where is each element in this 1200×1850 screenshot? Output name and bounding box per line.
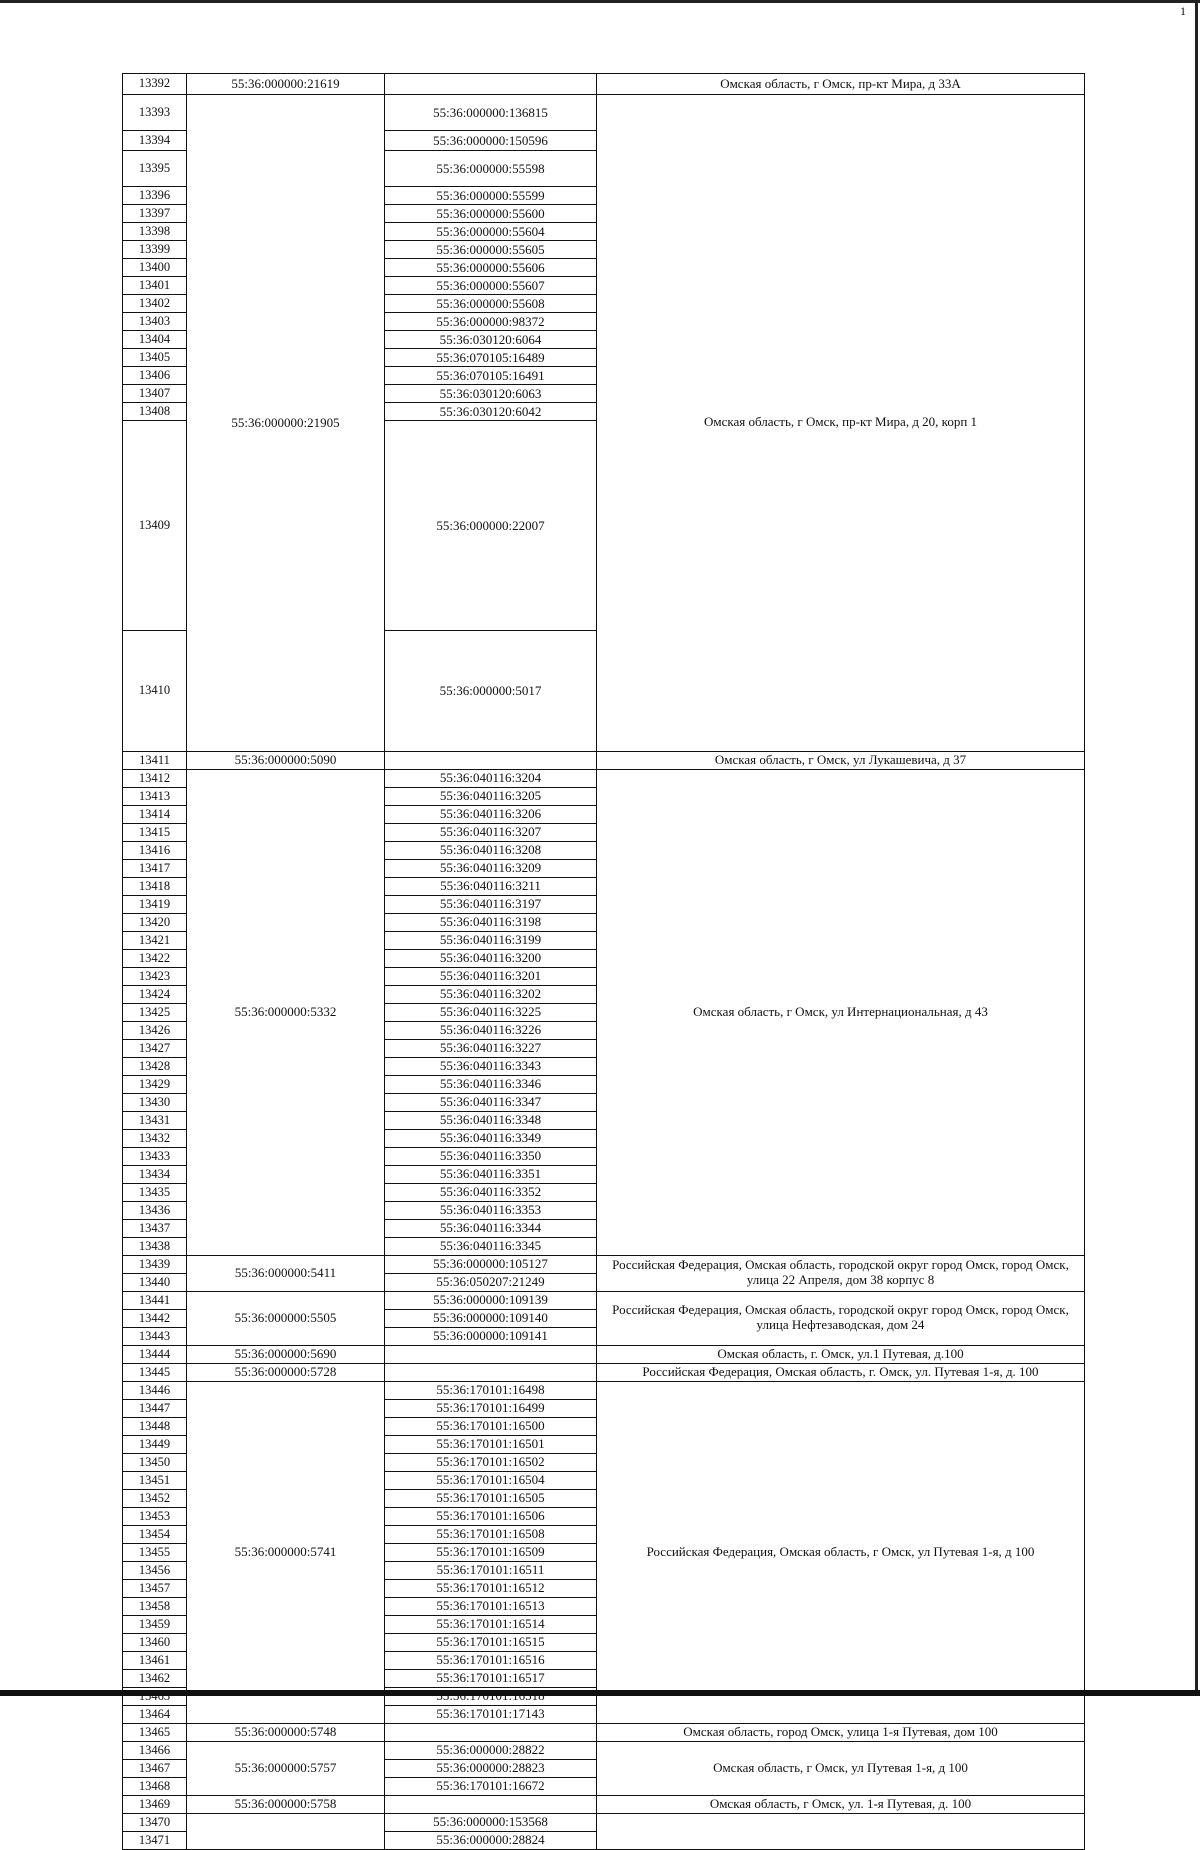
parent-cadastral-number-cell: 55:36:000000:5690 [187,1345,385,1363]
row-number-cell: 13413 [123,787,187,805]
object-cadastral-number-cell: 55:36:000000:55600 [385,205,597,223]
address-cell: Омская область, г Омск, ул Интернациональная, д 43 [597,769,1085,1255]
table-row [123,95,1085,131]
object-cadastral-number-cell: 55:36:170101:16511 [385,1561,597,1579]
register-body [123,74,1085,1850]
parent-cadastral-number-cell: 55:36:000000:5411 [187,1255,385,1291]
row-number-cell: 13407 [123,385,187,403]
row-number-cell: 13420 [123,913,187,931]
row-number-cell: 13460 [123,1633,187,1651]
row-number-cell: 13403 [123,313,187,331]
object-cadastral-number-cell: 55:36:040116:3211 [385,877,597,895]
object-cadastral-number-cell: 55:36:040116:3346 [385,1075,597,1093]
row-number-cell: 13412 [123,769,187,787]
row-number-cell: 13433 [123,1147,187,1165]
row-number-cell: 13404 [123,331,187,349]
object-cadastral-number-cell: 55:36:040116:3205 [385,787,597,805]
row-number-cell: 13435 [123,1183,187,1201]
row-number-cell: 13436 [123,1201,187,1219]
row-number-cell: 13410 [123,631,187,752]
object-cadastral-number-cell: 55:36:000000:55599 [385,187,597,205]
object-cadastral-number-cell: 55:36:040116:3347 [385,1093,597,1111]
object-cadastral-number-cell: 55:36:000000:153568 [385,1813,597,1831]
row-number-cell: 13449 [123,1435,187,1453]
row-number-cell: 13437 [123,1219,187,1237]
object-cadastral-number-cell [385,1363,597,1381]
object-cadastral-number-cell: 55:36:040116:3206 [385,805,597,823]
object-cadastral-number-cell: 55:36:070105:16491 [385,367,597,385]
table-row [123,751,1085,769]
address-cell: Российская Федерация, Омская область, г Омск, ул Путевая 1-я, д 100 [597,1381,1085,1723]
row-number-cell: 13428 [123,1057,187,1075]
table-row [123,1381,1085,1399]
object-cadastral-number-cell: 55:36:040116:3344 [385,1219,597,1237]
row-number-cell: 13445 [123,1363,187,1381]
object-cadastral-number-cell: 55:36:050207:21249 [385,1273,597,1291]
cadastral-register-table [122,73,1085,1850]
object-cadastral-number-cell: 55:36:070105:16489 [385,349,597,367]
object-cadastral-number-cell: 55:36:170101:16513 [385,1597,597,1615]
row-number-cell: 13394 [123,131,187,151]
row-number-cell: 13439 [123,1255,187,1273]
parent-cadastral-number-cell: 55:36:000000:5017 [385,631,597,752]
object-cadastral-number-cell: 55:36:000000:109139 [385,1291,597,1309]
parent-cadastral-number-cell: 55:36:000000:22007 [385,421,597,631]
row-number-cell: 13450 [123,1453,187,1471]
object-cadastral-number-cell: 55:36:030120:6064 [385,331,597,349]
object-cadastral-number-cell: 55:36:000000:98372 [385,313,597,331]
object-cadastral-number-cell: 55:36:040116:3204 [385,769,597,787]
row-number-cell: 13457 [123,1579,187,1597]
object-cadastral-number-cell: 55:36:170101:16514 [385,1615,597,1633]
object-cadastral-number-cell: 55:36:030120:6063 [385,385,597,403]
object-cadastral-number-cell: 55:36:040116:3225 [385,1003,597,1021]
table-row [123,1813,1085,1831]
parent-cadastral-number-cell: 55:36:000000:5758 [187,1795,385,1813]
row-number-cell: 13461 [123,1651,187,1669]
object-cadastral-number-cell: 55:36:030120:6042 [385,403,597,421]
object-cadastral-number-cell: 55:36:170101:16502 [385,1453,597,1471]
object-cadastral-number-cell [385,74,597,95]
parent-cadastral-number-cell: 55:36:000000:5090 [187,751,385,769]
object-cadastral-number-cell: 55:36:040116:3200 [385,949,597,967]
object-cadastral-number-cell: 55:36:040116:3345 [385,1237,597,1255]
row-number-cell: 13398 [123,223,187,241]
row-number-cell: 13448 [123,1417,187,1435]
parent-cadastral-number-cell: 55:36:000000:5741 [187,1381,385,1723]
table-row [123,769,1085,787]
table-row [123,1345,1085,1363]
row-number-cell: 13431 [123,1111,187,1129]
object-cadastral-number-cell: 55:36:040116:3348 [385,1111,597,1129]
object-cadastral-number-cell: 55:36:170101:16509 [385,1543,597,1561]
row-number-cell: 13406 [123,367,187,385]
row-number-cell: 13421 [123,931,187,949]
table-row [123,74,1085,95]
row-number-cell: 13465 [123,1723,187,1741]
object-cadastral-number-cell: 55:36:000000:55604 [385,223,597,241]
object-cadastral-number-cell: 55:36:040116:3199 [385,931,597,949]
object-cadastral-number-cell: 55:36:000000:105127 [385,1255,597,1273]
row-number-cell: 13402 [123,295,187,313]
object-cadastral-number-cell: 55:36:040116:3353 [385,1201,597,1219]
object-cadastral-number-cell: 55:36:040116:3351 [385,1165,597,1183]
row-number-cell: 13425 [123,1003,187,1021]
object-cadastral-number-cell [385,1723,597,1741]
parent-cadastral-number-cell: 55:36:000000:5728 [187,1363,385,1381]
object-cadastral-number-cell: 55:36:000000:55598 [385,151,597,187]
row-number-cell: 13463 [123,1687,187,1705]
address-cell: Омская область, г Омск, ул Путевая 1-я, д 100 [597,1741,1085,1795]
row-number-cell: 13432 [123,1129,187,1147]
object-cadastral-number-cell: 55:36:040116:3226 [385,1021,597,1039]
row-number-cell: 13424 [123,985,187,1003]
object-cadastral-number-cell: 55:36:000000:55607 [385,277,597,295]
row-number-cell: 13443 [123,1327,187,1345]
row-number-cell: 13397 [123,205,187,223]
row-number-cell: 13426 [123,1021,187,1039]
parent-cadastral-number-cell [187,1813,385,1849]
row-number-cell: 13451 [123,1471,187,1489]
parent-cadastral-number-cell: 55:36:000000:5505 [187,1291,385,1345]
row-number-cell: 13434 [123,1165,187,1183]
row-number-cell: 13430 [123,1093,187,1111]
object-cadastral-number-cell: 55:36:170101:16508 [385,1525,597,1543]
page-right-border [1195,0,1198,1696]
address-cell: Омская область, г. Омск, ул.1 Путевая, д.100 [597,1345,1085,1363]
object-cadastral-number-cell: 55:36:000000:136815 [385,95,597,131]
table-row [123,1255,1085,1273]
table-row [123,1363,1085,1381]
row-number-cell: 13395 [123,151,187,187]
table-row [123,1723,1085,1741]
row-number-cell: 13469 [123,1795,187,1813]
object-cadastral-number-cell [385,751,597,769]
object-cadastral-number-cell: 55:36:170101:16500 [385,1417,597,1435]
object-cadastral-number-cell: 55:36:040116:3201 [385,967,597,985]
object-cadastral-number-cell: 55:36:170101:16515 [385,1633,597,1651]
row-number-cell: 13418 [123,877,187,895]
address-cell: Омская область, г Омск, ул Лукашевича, д 37 [597,751,1085,769]
object-cadastral-number-cell: 55:36:000000:28823 [385,1759,597,1777]
row-number-cell: 13400 [123,259,187,277]
address-cell: Омская область, г Омск, пр-кт Мира, д 33А [597,74,1085,95]
object-cadastral-number-cell: 55:36:040116:3349 [385,1129,597,1147]
object-cadastral-number-cell: 55:36:040116:3198 [385,913,597,931]
object-cadastral-number-cell: 55:36:040116:3202 [385,985,597,1003]
object-cadastral-number-cell: 55:36:170101:16517 [385,1669,597,1687]
object-cadastral-number-cell: 55:36:040116:3350 [385,1147,597,1165]
object-cadastral-number-cell: 55:36:170101:16501 [385,1435,597,1453]
object-cadastral-number-cell: 55:36:170101:16499 [385,1399,597,1417]
object-cadastral-number-cell: 55:36:000000:28824 [385,1831,597,1849]
object-cadastral-number-cell: 55:36:170101:16512 [385,1579,597,1597]
object-cadastral-number-cell: 55:36:170101:16516 [385,1651,597,1669]
address-cell: Российская Федерация, Омская область, городской округ город Омск, город Омск, улица Нефтезаводская, дом 24 [597,1291,1085,1345]
object-cadastral-number-cell: 55:36:040116:3227 [385,1039,597,1057]
parent-cadastral-number-cell: 55:36:000000:5332 [187,769,385,1255]
row-number-cell: 13405 [123,349,187,367]
row-number-cell: 13415 [123,823,187,841]
row-number-cell: 13447 [123,1399,187,1417]
object-cadastral-number-cell: 55:36:040116:3343 [385,1057,597,1075]
row-number-cell: 13471 [123,1831,187,1849]
object-cadastral-number-cell: 55:36:170101:16672 [385,1777,597,1795]
table-row [123,1291,1085,1309]
row-number-cell: 13467 [123,1759,187,1777]
row-number-cell: 13393 [123,95,187,131]
address-cell: Омская область, г Омск, пр-кт Мира, д 20, корп 1 [597,95,1085,752]
object-cadastral-number-cell: 55:36:040116:3352 [385,1183,597,1201]
object-cadastral-number-cell: 55:36:040116:3208 [385,841,597,859]
parent-cadastral-number-cell: 55:36:000000:5757 [187,1741,385,1795]
row-number-cell: 13409 [123,421,187,631]
object-cadastral-number-cell: 55:36:000000:28822 [385,1741,597,1759]
row-number-cell: 13455 [123,1543,187,1561]
row-number-cell: 13468 [123,1777,187,1795]
row-number-cell: 13444 [123,1345,187,1363]
object-cadastral-number-cell: 55:36:040116:3209 [385,859,597,877]
parent-cadastral-number-cell: 55:36:000000:5748 [187,1723,385,1741]
row-number-cell: 13446 [123,1381,187,1399]
row-number-cell: 13417 [123,859,187,877]
row-number-cell: 13462 [123,1669,187,1687]
object-cadastral-number-cell: 55:36:000000:55605 [385,241,597,259]
object-cadastral-number-cell: 55:36:170101:16505 [385,1489,597,1507]
row-number-cell: 13429 [123,1075,187,1093]
row-number-cell: 13458 [123,1597,187,1615]
object-cadastral-number-cell: 55:36:040116:3207 [385,823,597,841]
row-number-cell: 13392 [123,74,187,95]
object-cadastral-number-cell [385,1795,597,1813]
address-cell: Российская Федерация, Омская область, городской округ город Омск, город Омск, улица 22 Апреля, дом 38 корпус 8 [597,1255,1085,1291]
object-cadastral-number-cell: 55:36:000000:55606 [385,259,597,277]
row-number-cell: 13470 [123,1813,187,1831]
address-cell: Омская область, г Омск, ул. 1-я Путевая, д. 100 [597,1795,1085,1813]
object-cadastral-number-cell: 55:36:000000:109141 [385,1327,597,1345]
object-cadastral-number-cell: 55:36:170101:16518 [385,1687,597,1705]
object-cadastral-number-cell: 55:36:000000:109140 [385,1309,597,1327]
row-number-cell: 13453 [123,1507,187,1525]
row-number-cell: 13442 [123,1309,187,1327]
table-row [123,1795,1085,1813]
address-cell: Российская Федерация, Омская область, г. Омск, ул. Путевая 1-я, д. 100 [597,1363,1085,1381]
address-cell [597,1813,1085,1849]
row-number-cell: 13441 [123,1291,187,1309]
row-number-cell: 13427 [123,1039,187,1057]
table-row [123,1741,1085,1759]
row-number-cell: 13416 [123,841,187,859]
row-number-cell: 13419 [123,895,187,913]
row-number-cell: 13423 [123,967,187,985]
row-number-cell: 13464 [123,1705,187,1723]
row-number-cell: 13414 [123,805,187,823]
object-cadastral-number-cell [385,1345,597,1363]
row-number-cell: 13440 [123,1273,187,1291]
page-number: 1 [1180,4,1186,18]
row-number-cell: 13411 [123,751,187,769]
row-number-cell: 13456 [123,1561,187,1579]
object-cadastral-number-cell: 55:36:170101:17143 [385,1705,597,1723]
object-cadastral-number-cell: 55:36:170101:16506 [385,1507,597,1525]
row-number-cell: 13422 [123,949,187,967]
row-number-cell: 13454 [123,1525,187,1543]
row-number-cell: 13399 [123,241,187,259]
parent-cadastral-number-cell: 55:36:000000:21619 [187,74,385,95]
row-number-cell: 13452 [123,1489,187,1507]
object-cadastral-number-cell: 55:36:170101:16504 [385,1471,597,1489]
row-number-cell: 13396 [123,187,187,205]
row-number-cell: 13459 [123,1615,187,1633]
row-number-cell: 13438 [123,1237,187,1255]
row-number-cell: 13408 [123,403,187,421]
address-cell: Омская область, город Омск, улица 1-я Путевая, дом 100 [597,1723,1085,1741]
object-cadastral-number-cell: 55:36:000000:55608 [385,295,597,313]
parent-cadastral-number-cell: 55:36:000000:21905 [187,95,385,752]
object-cadastral-number-cell: 55:36:170101:16498 [385,1381,597,1399]
row-number-cell: 13401 [123,277,187,295]
page-top-border [0,0,1200,3]
row-number-cell: 13466 [123,1741,187,1759]
object-cadastral-number-cell: 55:36:000000:150596 [385,131,597,151]
object-cadastral-number-cell: 55:36:040116:3197 [385,895,597,913]
